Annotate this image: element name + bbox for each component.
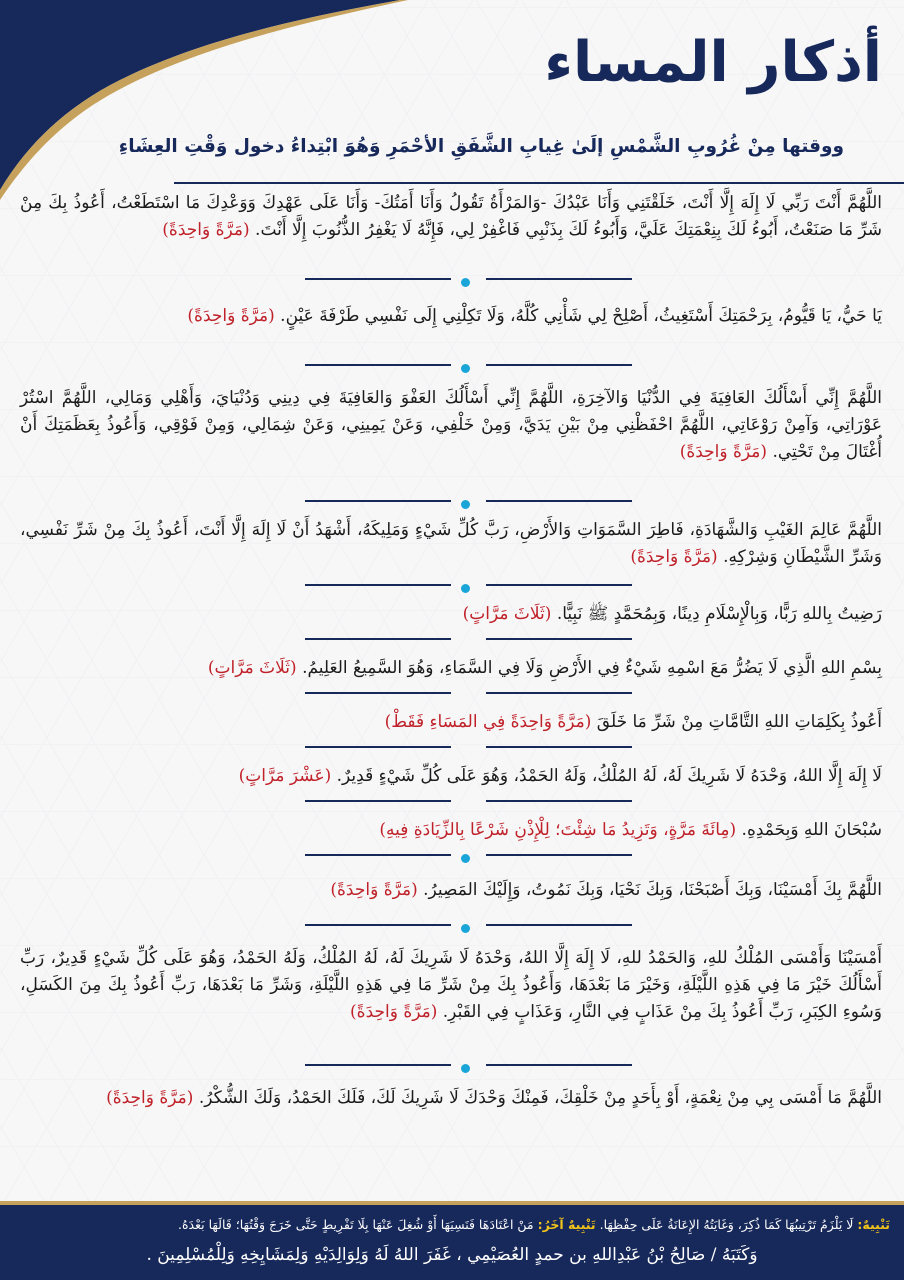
dhikr-text: اللَّهُمَّ عَالِمَ الغَيْبِ وَالشَّهَادَةِ، فَاطِرَ السَّمَوَاتِ وَالأَرْضِ، رَبَّ كُلِّ شَيْءٍ وَمَلِيكَهُ، أَشْهَدُ أَنْ لَا إِلَهَ إِلَّا أَنْتَ، أَعُوذُ بِكَ مِنْ شَرِّ نَفْسِي، وَشَرِّ الشَّيْطَانِ وَشِرْكِهِ.	[20, 520, 882, 567]
dhikr-count: (مَرَّةً وَاحِدَةً)	[187, 306, 275, 326]
note-text: مَنْ اعْتَادَهَا فَنَسِيَهَا أَوْ شُغِلَ عَنْهَا بِلَا تَفْرِيطٍ حَتَّى خَرَجَ وَقْتُهَا؛ قَالَهَا بَعْدَهُ.	[178, 1217, 534, 1232]
footer-notes	[10, 1217, 890, 1232]
dot-icon	[461, 278, 470, 287]
dhikr-item	[20, 763, 882, 793]
dhikr-text: أَمْسَيْنَا وَأَمْسَى المُلْكُ للهِ، وَالحَمْدُ للهِ، لَا إِلَهَ إِلَّا اللهُ، وَحْدَهُ لَا شَرِيكَ لَهُ، لَهُ المُلْكُ، وَلَهُ الحَمْدُ، وَهُوَ عَلَى كُلِّ شَيْءٍ قَدِيرٌ، رَبِّ أَسْأَلُكَ خَيْرَ مَا فِي هَذِهِ اللَّيْلَةِ، وَخَيْرَ مَا بَعْدَهَا، وَأَعُوذُ بِكَ مِنْ شَرِّ مَا فِي هَذِهِ اللَّيْلَةِ، وَشَرِّ مَا بَعْدَهَا، رَبِّ أَعُوذُ بِكَ مِنَ الكَسَلِ، وَسُوءِ الكِبَرِ، رَبِّ أَعُوذُ بِكَ مِنْ عَذَابٍ فِي النَّارِ، وَعَذَابٍ فِي القَبْرِ.	[20, 948, 882, 1022]
dhikr-text: اللَّهُمَّ مَا أَمْسَى بِي مِنْ نِعْمَةٍ، أَوْ بِأَحَدٍ مِنْ خَلْقِكَ، فَمِنْكَ وَحْدَكَ لَا شَرِيكَ لَكَ، فَلَكَ الحَمْدُ، وَلَكَ الشُّكْرُ.	[198, 1088, 882, 1108]
author-credit: وَكَتَبَهُ / صَالِحُ بْنُ عَبْدِاللهِ بن حمدٍ العُصَيْمِي ، غَفَرَ اللهُ لَهُ وَلِوَالِدَيْهِ وَلِمَشَايِخِهِ وَلِلْمُسْلِمِينَ .	[146, 1245, 758, 1265]
separator	[20, 921, 882, 937]
note-label: تَنْبِيهٌ آخَرُ:	[537, 1217, 596, 1232]
dhikr-count: (مَرَّةً وَاحِدَةً)	[330, 880, 418, 900]
dhikr-count: (مَرَّةً وَاحِدَةً فِي المَسَاءِ فَقَطْ)	[384, 712, 592, 732]
dhikr-text: اللَّهُمَّ أَنْتَ رَبِّي لَا إِلَهَ إِلَّا أَنْتَ، خَلَقْتَنِي وَأَنَا عَبْدُكَ -وَالمَرْأَةُ تَقُولُ وَأَنَا أَمَتُكَ- وَأَنَا عَلَى عَهْدِكَ وَوَعْدِكَ مَا اسْتَطَعْتُ، أَعُوذُ بِكَ مِنْ شَرِّ مَا صَنَعْتُ، أَبُوءُ لَكَ بِنِعْمَتِكَ عَلَيَّ، وَأَبُوءُ لَكَ بِذَنْبِي فَاغْفِرْ لِي، فَإِنَّهُ لَا يَغْفِرُ الذُّنُوبَ إِلَّا أَنْتَ.	[20, 193, 882, 240]
dhikr-item	[20, 190, 882, 271]
dot-icon	[461, 500, 470, 509]
dhikr-count: (مَرَّةً وَاحِدَةً)	[350, 1002, 438, 1022]
dhikr-text: أَعُوذُ بِكَلِمَاتِ اللهِ التَّامَّاتِ مِنْ شَرِّ مَا خَلَقَ	[596, 712, 882, 732]
dhikr-text: لَا إِلَهَ إِلَّا اللهُ، وَحْدَهُ لَا شَرِيكَ لَهُ، لَهُ المُلْكُ، وَلَهُ الحَمْدُ، وَهُوَ عَلَى كُلِّ شَيْءٍ قَدِيرٌ.	[336, 766, 882, 786]
dhikr-text: اللَّهُمَّ إِنِّي أَسْأَلُكَ العَافِيَةَ فِي الدُّنْيَا وَالآخِرَةِ، اللَّهُمَّ إِنِّي أَسْأَلُكَ العَفْوَ وَالعَافِيَةَ فِي دِينِي وَدُنْيَايَ، وَأَهْلِي وَمَالِي، اللَّهُمَّ اسْتُرْ عَوْرَاتِي، وَآمِنْ رَوْعَاتِي، اللَّهُمَّ احْفَظْنِي مِنْ بَيْنِ يَدَيَّ، وَمِنْ خَلْفِي، وَعَنْ يَمِينِي، وَعَنْ شِمَالِي، وَمِنْ فَوْقِي، وَأَعُوذُ بِعَظَمَتِكَ أَنْ أُغْتَالَ مِنْ تَحْتِي.	[20, 388, 882, 462]
dhikr-item	[20, 941, 882, 1057]
separator	[20, 1061, 882, 1077]
dot-icon	[461, 854, 470, 863]
separator	[20, 275, 882, 291]
dhikr-count: (مَرَّةً وَاحِدَةً)	[679, 442, 768, 462]
page-subtitle: ووقتها مِنْ غُرُوبِ الشَّمْسِ إلَىٰ غِيابِ الشَّفَقِ الأحْمَرِ وَهُوَ ابْتِداءُ دخول وَقْتِ العِشَاءِ	[118, 136, 844, 157]
dot-icon	[461, 584, 470, 593]
separator	[20, 689, 882, 705]
dhikr-item	[20, 871, 882, 917]
dhikr-text: رَضِيتُ بِاللهِ رَبًّا، وَبِالْإِسْلَامِ دِينًا، وَبِمُحَمَّدٍ ﷺ نَبِيًّا.	[556, 604, 882, 624]
dhikr-count: (مِائَةَ مَرَّةٍ، وَتَزِيدُ مَا شِئْتَ؛ لِلْإِذْنِ شَرْعًا بِالزِّيَادَةِ فِيهِ)	[379, 820, 737, 840]
dhikr-count: (ثَلَاثَ مَرَّاتٍ)	[462, 604, 552, 624]
dhikr-item	[20, 517, 882, 577]
dhikr-count: (مَرَّةً وَاحِدَةً)	[630, 547, 718, 567]
dot-icon	[461, 924, 470, 933]
separator	[20, 581, 882, 597]
separator	[20, 743, 882, 759]
dhikr-item	[20, 817, 882, 847]
dhikr-count: (عَشْرَ مَرَّاتٍ)	[238, 766, 332, 786]
corner-ornament	[0, 0, 420, 210]
dhikr-item	[20, 1081, 882, 1115]
separator	[20, 797, 882, 813]
separator	[20, 851, 882, 867]
dhikr-text: بِسْمِ اللهِ الَّذِي لَا يَضُرُّ مَعَ اسْمِهِ شَيْءٌ فِي الأَرْضِ وَلَا فِي السَّمَاءِ، وَهُوَ السَّمِيعُ العَلِيمُ.	[302, 658, 882, 678]
dhikr-count: (ثَلَاثَ مَرَّاتٍ)	[207, 658, 297, 678]
separator	[20, 635, 882, 651]
dot-icon	[461, 1064, 470, 1073]
dhikr-item	[20, 295, 882, 357]
adhkar-list	[20, 190, 882, 1115]
page-title: أذكار المساء	[544, 30, 882, 95]
footer	[0, 1205, 904, 1280]
dhikr-count: (مَرَّةً وَاحِدَةً)	[106, 1088, 194, 1108]
separator	[20, 497, 882, 513]
separator	[20, 361, 882, 377]
dhikr-text: سُبْحَانَ اللهِ وَبِحَمْدِهِ.	[741, 820, 882, 840]
dhikr-text: يَا حَيُّ، يَا قَيُّومُ، بِرَحْمَتِكَ أَسْتَغِيثُ، أَصْلِحْ لِي شَأْنِي كُلَّهُ، وَلَا تَكِلْنِي إِلَى نَفْسِي طَرْفَةَ عَيْنٍ.	[280, 306, 882, 326]
dhikr-count: (مَرَّةً وَاحِدَةً)	[162, 220, 250, 240]
dhikr-item	[20, 601, 882, 631]
header-divider	[174, 182, 904, 184]
dhikr-text: اللَّهُمَّ بِكَ أَمْسَيْنَا، وَبِكَ أَصْبَحْنَا، وَبِكَ نَحْيَا، وَبِكَ نَمُوتُ، وَإِلَيْكَ المَصِيرُ.	[423, 880, 882, 900]
dhikr-item	[20, 709, 882, 739]
note-text: لَا يَلْزَمُ تَرْتِيبُهَا كَمَا ذُكِرَ، وَغَايَتُهُ الإِعَانَةُ عَلَى حِفْظِهَا.	[599, 1217, 854, 1232]
note-label: تَنْبِيهٌ:	[857, 1217, 890, 1232]
dot-icon	[461, 364, 470, 373]
dhikr-item	[20, 381, 882, 493]
dhikr-item	[20, 655, 882, 685]
